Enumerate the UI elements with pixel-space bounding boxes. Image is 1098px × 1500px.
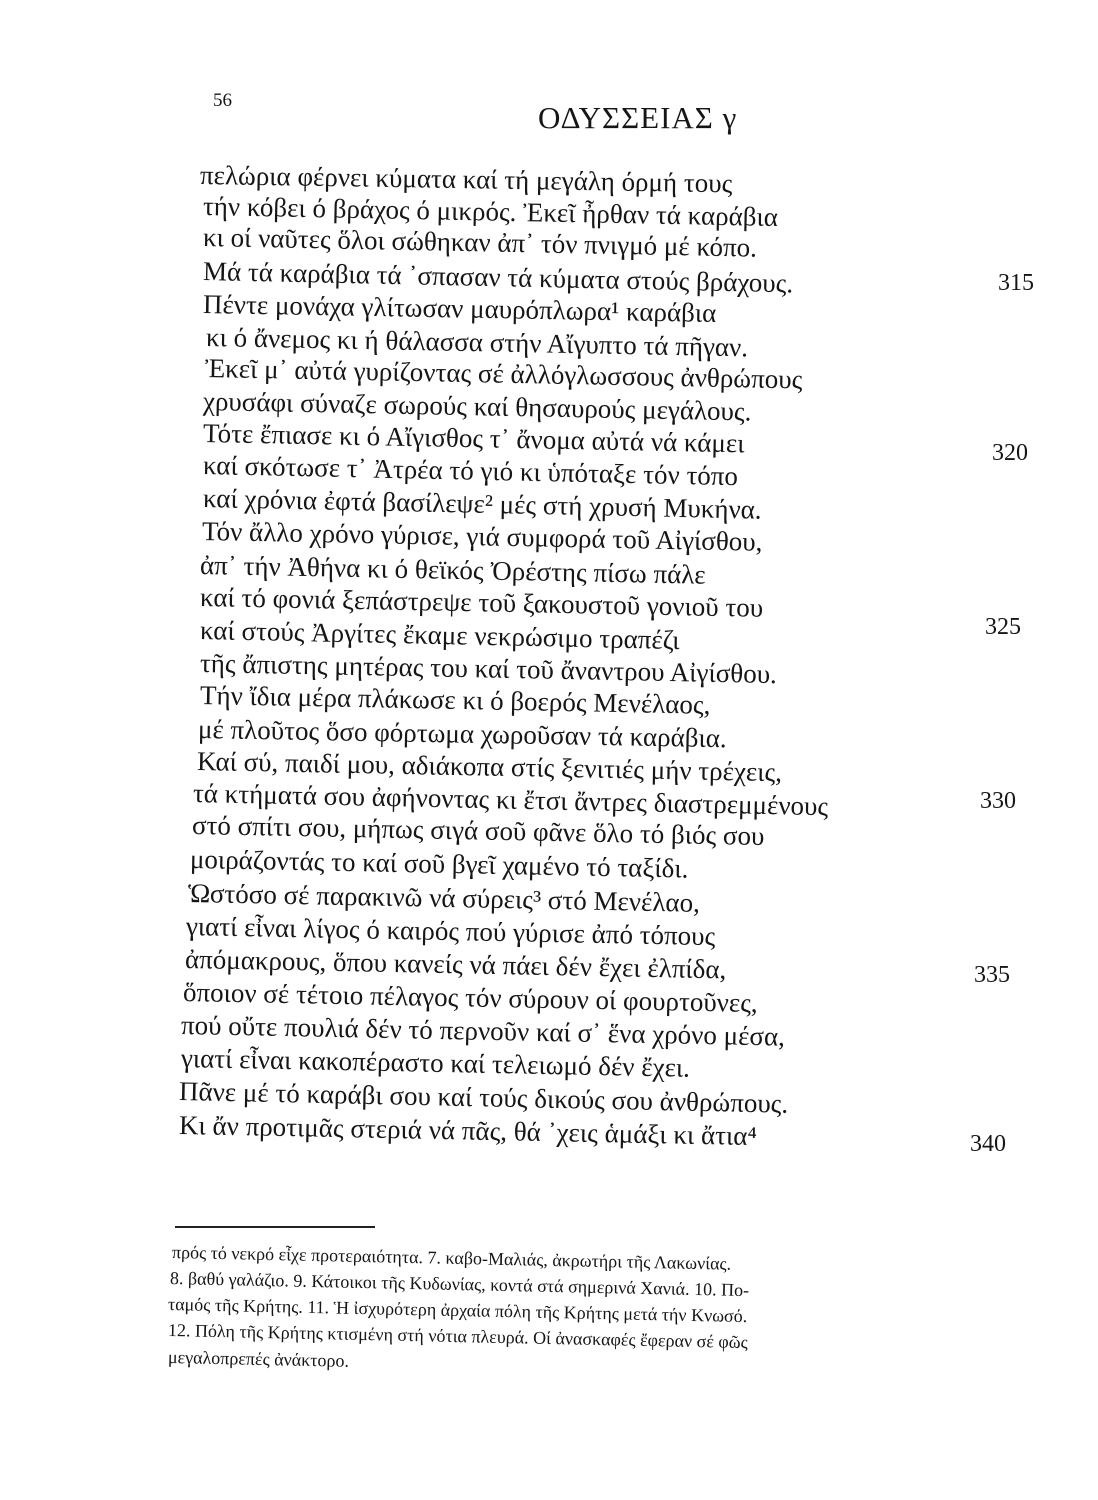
footnote-line: 12. Πόλη τῆς Κρήτης κτισμένη στή νότια πλευρά. Οί ἀνασκαφές ἔφεραν σέ φῶς <box>167 1320 748 1353</box>
footnote-line: πρός τό νεκρό εἶχε προτεραιότητα. 7. καβο-Μαλιάς, ἀκρωτήρι τῆς Λακωνίας. <box>171 1242 732 1274</box>
verse-line: ἀπόμακρους, ὅπου κανείς νά πάει δέν ἔχει ἐλπίδα, <box>184 944 727 985</box>
verse-line: Κι ἄν προτιμᾶς στεριά νά πᾶς, θά ᾽χεις ἁμάξι κι ἄτια⁴ <box>178 1110 758 1152</box>
verse-line: Τήν ἴδια μέρα πλάκωσε κι ό βοερός Μενέλαος, <box>199 680 711 720</box>
verse-line: Καί σύ, παιδί μου, αδιάκοπα στίς ξενιτιές μήν τρέχεις, <box>196 746 783 788</box>
line-number: 315 <box>998 270 1034 296</box>
footnote-line: μεγαλοπρεπές ἀνάκτορο. <box>167 1347 350 1371</box>
verse-line: στό σπίτι σου, μήπως σιγά σοῦ φᾶνε ὅλο τό βιός σου <box>191 810 765 851</box>
verse-line: ἀπ᾽ τήν Ἀθήνα κι ό θεϊκός Ὀρέστης πίσω πάλε <box>199 550 706 590</box>
verse-line: κι οί ναῦτες ὅλοι σώθηκαν ἀπ᾽ τόν πνιγμό μέ κόπο. <box>202 222 758 263</box>
line-number: 325 <box>985 614 1021 640</box>
verse-line: καί στούς Ἀργίτες ἔκαμε νεκρώσιμο τραπέζι <box>199 615 680 656</box>
verse-line: πού οὔτε πουλιά δέν τό περνοῦν καί σ᾽ ἕνα χρόνο μέσα, <box>180 1010 786 1052</box>
verse-line: τῆς ἄπιστης μητέρας του καί τοῦ ἄναντρου Αἰγίσθου. <box>199 648 778 690</box>
verse-line: Τόν ἄλλο χρόνο γύρισε, γιά συμφορά τοῦ Αἰγίσθου, <box>201 516 763 557</box>
verse-line: Μά τά καράβια τά ᾽σπασαν τά κύματα στούς βράχους. <box>202 256 794 299</box>
verse-line: καί σκότωσε τ᾽ Ἀτρέα τό γιό κι ὑπόταξε τόν τόπο <box>202 450 739 492</box>
verse-line: γιατί εἶναι κακοπέραστο καί τελειωμό δέν ἔχει. <box>180 1043 691 1083</box>
verse-line: καί χρόνια ἐφτά βασίλεψε² μές στή χρυσή Μυκήνα. <box>202 483 762 525</box>
running-title: ΟΔΥΣΣΕΙΑΣ γ <box>538 100 738 135</box>
verse-line: τά κτήματά σου ἀφήνοντας κι ἔτσι ἄντρες διαστρεμμένους <box>192 778 829 822</box>
line-number: 340 <box>970 1131 1006 1157</box>
line-number: 330 <box>980 788 1016 814</box>
line-number: 320 <box>992 440 1028 466</box>
verse-line: Ὡστόσο σέ παρακινῶ νά σύρεις³ στό Μενέλαο, <box>187 878 701 918</box>
verse-line: Πᾶνε μέ τό καράβι σου καί τούς δικούς σου ἀνθρώπους. <box>178 1076 789 1119</box>
verse-line: ὅποιον σέ τέτοιο πέλαγος τόν σύρουν οί φουρτοῦνες, <box>182 977 759 1019</box>
verse-line: Τότε ἔπιασε κι ό Αἴγισθος τ᾽ ἄνομα αὐτά νά κάμει <box>202 418 745 459</box>
verse-line: Ἐκεῖ μ᾽ αὐτά γυρίζοντας σέ ἀλλόγλωσσους ἀνθρώπους <box>204 353 803 395</box>
verse-line: μέ πλοῦτος ὅσο φόρτωμα χωροῦσαν τά καράβια. <box>197 714 727 754</box>
line-number: 335 <box>974 962 1010 988</box>
verse-line: πελώρια φέρνει κύματα καί τή μεγάλη όρμή τους <box>199 160 733 199</box>
footnote-line: ταμός τῆς Κρήτης. 11. Ἡ ἰσχυρότερη ἀρχαία πόλη τῆς Κρήτης μετά τήν Κνωσό. <box>167 1294 748 1327</box>
verse-line: γιατί εἶναι λίγος ό καιρός πού γύρισε ἀπό τόπους <box>185 911 716 952</box>
verse-line: κι ό ἄνεμος κι ή θάλασσα στήν Αἴγυπτο τά πῆγαν. <box>205 322 749 363</box>
footnote-line: 8. βαθύ γαλάζιο. 9. Κάτοικοι τῆς Κυδωνίας, κοντά στά σημερινά Χανιά. 10. Πο- <box>169 1268 750 1301</box>
verse-line: Πέντε μονάχα γλίτωσαν μαυρόπλωρα¹ καράβια <box>202 289 717 328</box>
verse-line: καί τό φονιά ξεπάστρεψε τοῦ ξακουστοῦ γονιοῦ του <box>199 582 764 623</box>
verse-line: μοιράζοντάς το καί σοῦ βγεῖ χαμένο τό ταξίδι. <box>189 844 689 884</box>
footnote-divider <box>175 1226 375 1228</box>
verse-line: χρυσάφι σύναζε σωρούς καί θησαυρούς μεγάλους. <box>202 386 752 427</box>
page-number: 56 <box>213 90 232 111</box>
verse-line: τήν κόβει ό βράχος ό μικρός. Ἐκεῖ ἦρθαν τά καράβια <box>202 191 779 233</box>
